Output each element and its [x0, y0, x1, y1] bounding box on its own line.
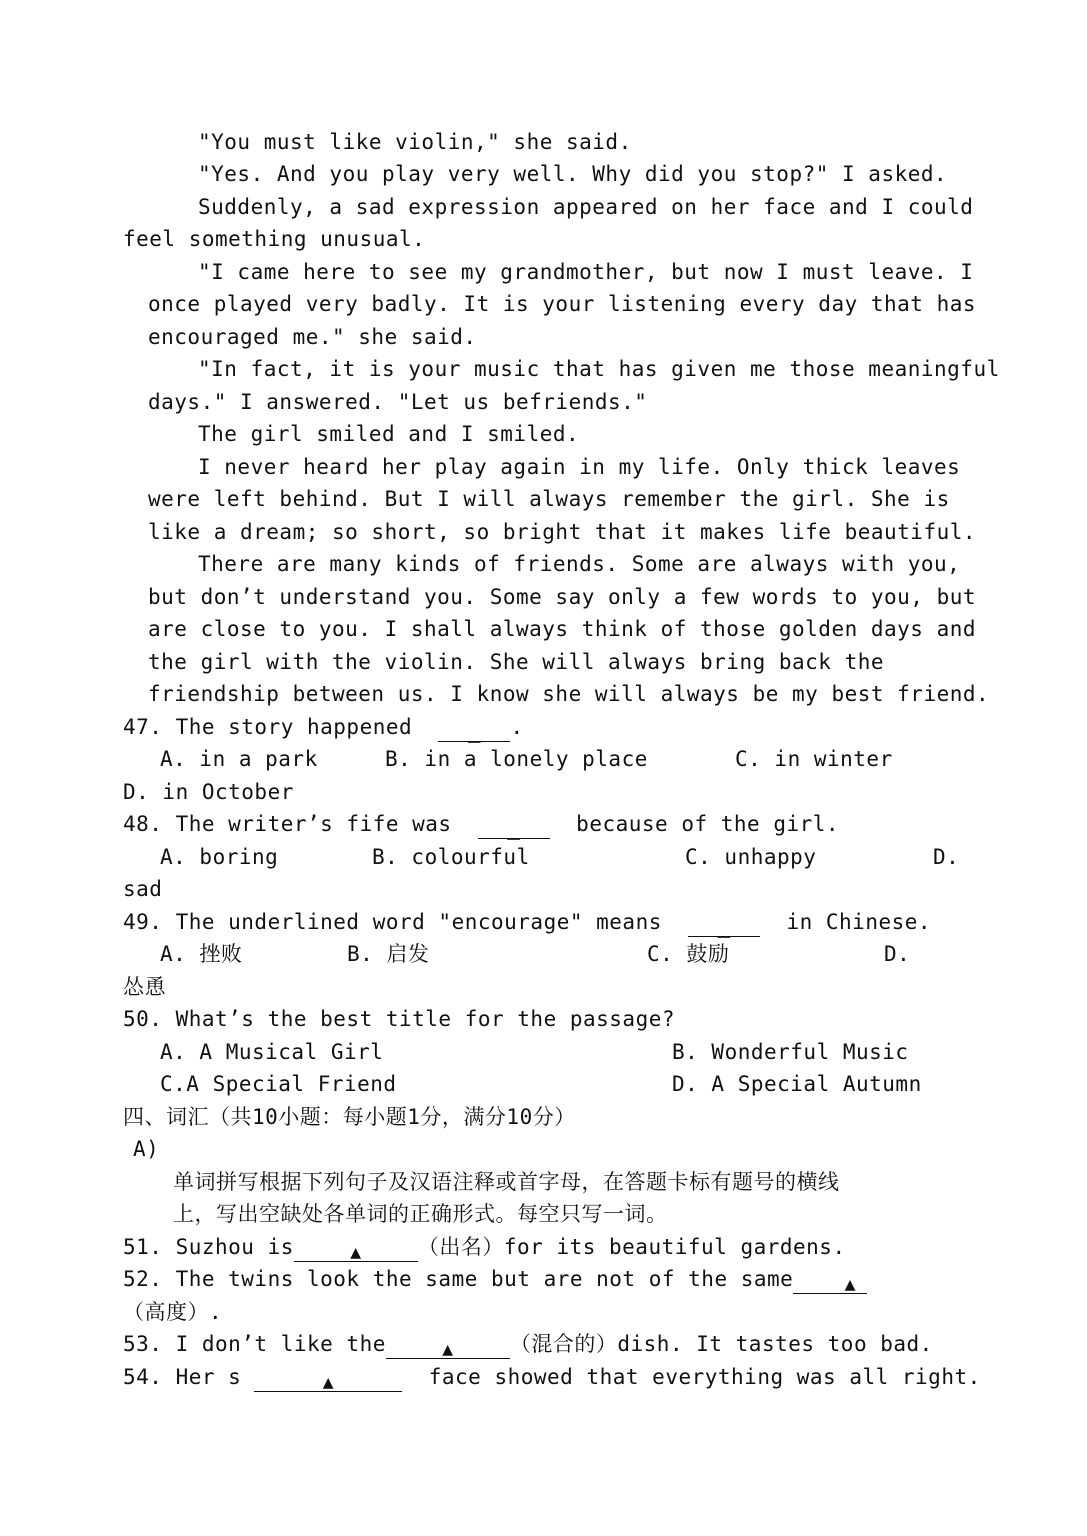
passage-line: were left behind. But I will always remember the girl. She is: [148, 487, 950, 511]
passage-line: once played very badly. It is your listening every day that has: [148, 292, 977, 316]
passage-line: "I came here to see my grandmother, but now I must leave. I: [198, 260, 974, 284]
question-52-end: （高度）.: [123, 1300, 223, 1324]
question-stem-end: （混合的）dish. It tastes too bad.: [509, 1332, 933, 1356]
passage-line: "In fact, it is your music that has given me those meaningful: [198, 357, 1000, 381]
answer-blank[interactable]: _: [478, 818, 550, 839]
option-c: C.A Special Friend: [160, 1072, 397, 1096]
question-54: [123, 1364, 981, 1392]
question-stem: 47. The story happened: [123, 715, 413, 739]
answer-blank[interactable]: [254, 1371, 402, 1392]
question-stem-end: .: [510, 715, 524, 739]
option-a: A. 挫败: [160, 942, 243, 966]
option-d-text: 怂恿: [123, 975, 166, 999]
option-b: B. 启发: [347, 942, 430, 966]
triangle-icon: ▲: [844, 1274, 856, 1295]
passage-line: friendship between us. I know she will always be my best friend.: [148, 682, 990, 706]
passage-line: I never heard her play again in my life. Only thick leaves: [198, 455, 961, 479]
option-d: D. A Special Autumn: [672, 1072, 922, 1096]
answer-blank[interactable]: _: [688, 916, 760, 937]
question-stem: 48. The writer’s fife was: [123, 812, 452, 836]
instructions-line: 单词拼写根据下列句子及汉语注释或首字母，在答题卡标有题号的横线: [173, 1170, 840, 1194]
option-c: C. unhappy: [685, 845, 817, 869]
triangle-icon: ▲: [442, 1339, 454, 1360]
option-d-text: sad: [123, 877, 163, 901]
passage-line: There are many kinds of friends. Some are always with you,: [198, 552, 961, 576]
passage-line: are close to you. I shall always think of those golden days and: [148, 617, 977, 641]
subsection-label: A): [133, 1137, 160, 1161]
question-49: [123, 909, 931, 937]
question-stem-end: in Chinese.: [786, 910, 932, 934]
question-48: [123, 811, 839, 839]
passage-line: days." I answered. "Let us befriends.": [148, 390, 648, 414]
passage-line: encouraged me." she said.: [148, 325, 477, 349]
triangle-icon: ▲: [322, 1372, 335, 1393]
answer-blank[interactable]: [793, 1273, 867, 1294]
option-b: B. in a lonely place: [385, 747, 648, 771]
question-53: [123, 1331, 933, 1359]
question-stem: 53. I don’t like the: [123, 1332, 386, 1356]
answer-blank[interactable]: _: [438, 721, 510, 742]
section-heading: 四、词汇（共10小题：每小题1分，满分10分）: [123, 1105, 576, 1129]
question-51: [123, 1234, 846, 1262]
passage-line: like a dream; so short, so bright that it makes life beautiful.: [148, 520, 977, 544]
passage-line: the girl with the violin. She will always bring back the: [148, 650, 885, 674]
option-d-label: D.: [884, 942, 911, 966]
question-stem-end: face showed that everything was all right.: [428, 1365, 981, 1389]
option-a: A. in a park: [160, 747, 318, 771]
option-c: C. in winter: [735, 747, 893, 771]
question-stem-end: because of the girl.: [576, 812, 840, 836]
question-stem-end: （出名）for its beautiful gardens.: [417, 1235, 846, 1259]
question-stem: 54. Her s: [123, 1365, 242, 1389]
option-b: B. colourful: [372, 845, 530, 869]
question-stem: 51. Suzhou is: [123, 1235, 294, 1259]
answer-blank[interactable]: [386, 1338, 510, 1359]
passage-line: The girl smiled and I smiled.: [198, 422, 580, 446]
answer-blank[interactable]: [294, 1241, 418, 1262]
question-47: [123, 714, 524, 742]
instructions-line: 上，写出空缺处各单词的正确形式。每空只写一词。: [173, 1202, 668, 1226]
option-d: D. in October: [123, 780, 294, 804]
passage-line: but don’t understand you. Some say only a few words to you, but: [148, 585, 977, 609]
question-stem: 52. The twins look the same but are not of the same: [123, 1267, 794, 1291]
passage-line: feel something unusual.: [123, 227, 426, 251]
question-50: 50. What’s the best title for the passage?: [123, 1007, 676, 1031]
passage-line: "Yes. And you play very well. Why did you stop?" I asked.: [198, 162, 948, 186]
option-d-label: D.: [933, 845, 960, 869]
option-a: A. boring: [160, 845, 279, 869]
triangle-icon: ▲: [350, 1242, 362, 1263]
option-b: B. Wonderful Music: [672, 1040, 909, 1064]
passage-line: Suddenly, a sad expression appeared on her face and I could: [198, 195, 974, 219]
passage-line: "You must like violin," she said.: [198, 130, 632, 154]
option-a: A. A Musical Girl: [160, 1040, 384, 1064]
question-52: [123, 1266, 867, 1294]
option-c: C. 鼓励: [647, 942, 730, 966]
question-stem: 49. The underlined word "encourage" means: [123, 910, 662, 934]
